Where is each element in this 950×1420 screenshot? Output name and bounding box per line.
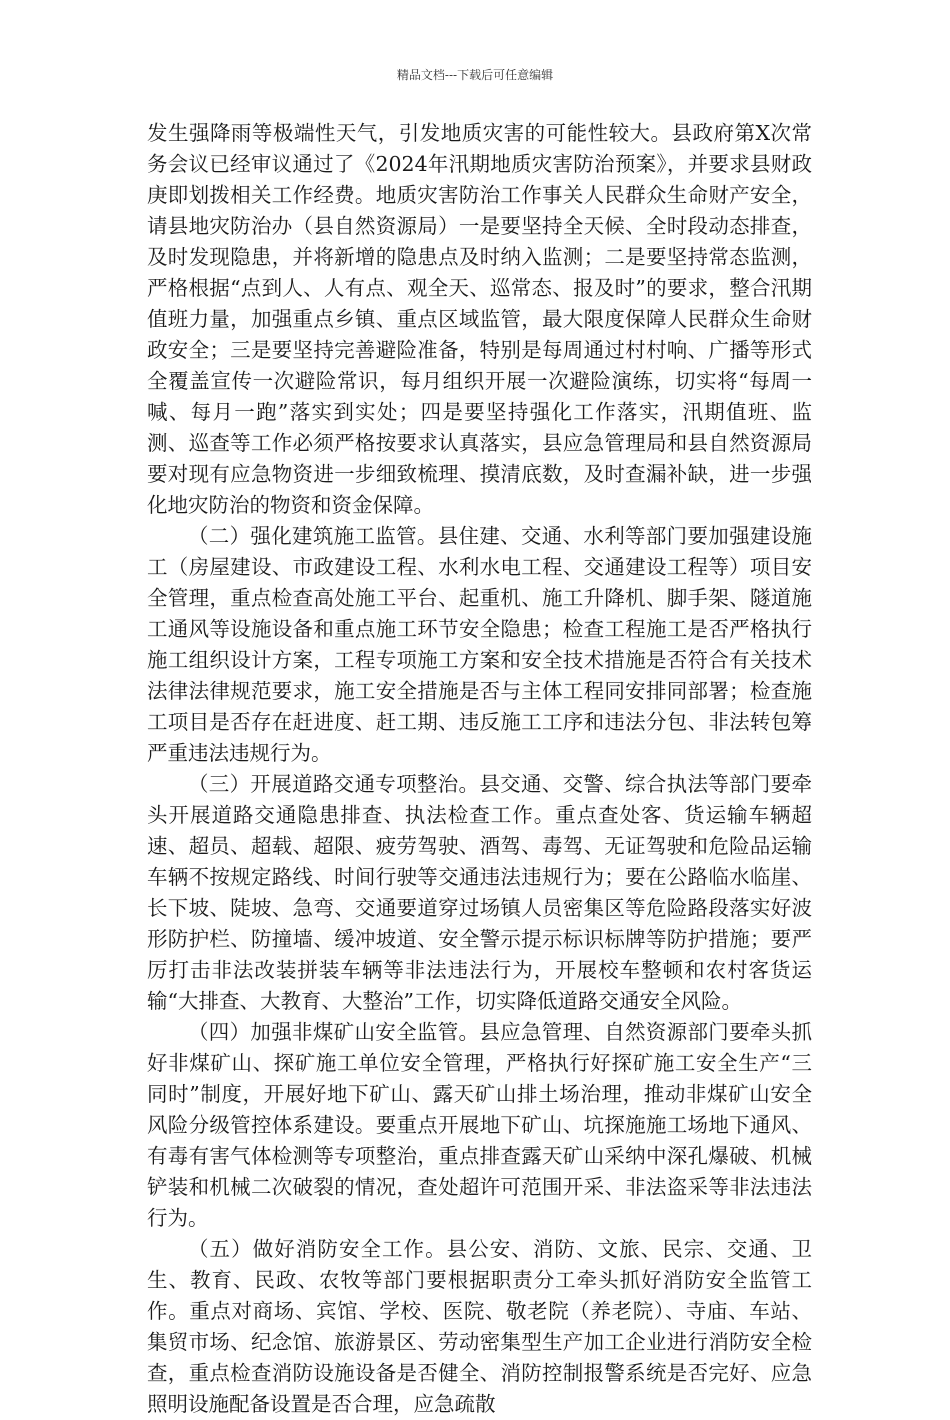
page-header: 精品文档---下载后可任意编辑 [396, 68, 554, 82]
document-body [147, 118, 812, 1420]
paragraph-5: （五）做好消防安全工作。县公安、消防、文旅、民宗、交通、卫生、教育、民政、农牧等部门要根据职责分工牵头抓好消防安全监管工作。重点对商场、宾馆、学校、医院、敬老院（养老院）、寺庙、车站、集贸市场、纪念馆、旅游景区、劳动密集型生产加工企业进行消防安全检查，重点检查消防设施设备是否健全、消防控制报警系统是否完好、应急照明设施配备设置是否合理，应急疏散 [147, 1237, 812, 1416]
paragraph-4: （四）加强非煤矿山安全监管。县应急管理、自然资源部门要牵头抓好非煤矿山、探矿施工单位安全管理，严格执行好探矿施工安全生产“三同时”制度，开展好地下矿山、露天矿山排土场治理，推动非煤矿山安全风险分级管控体系建设。要重点开展地下矿山、坑探施施工场地下通风、有毒有害气体检测等专项整治，重点排查露天矿山采纳中深孔爆破、机械铲装和机械二次破裂的情况，查处超许可范围开采、非法盗采等非法违法行为。 [147, 1020, 812, 1230]
paragraph-1: 发生强降雨等极端性天气，引发地质灾害的可能性较大。县政府第X次常务会议已经审议通过了《2024年汛期地质灾害防治预案》，并要求县财政庚即划拨相关工作经费。地质灾害防治工作事关人民群众生命财产安全，请县地灾防治办（县自然资源局）一是要坚持全天候、全时段动态排查，及时发现隐患，并将新增的隐患点及时纳入监测；二是要坚持常态监测，严格根据“点到人、人有点、观全天、巡常态、报及时”的要求，整合汛期值班力量，加强重点乡镇、重点区域监管，最大限度保障人民群众生命财政安全；三是要坚持完善避险准备，特别是每周通过村村响、广播等形式全覆盖宣传一次避险常识，每月组织开展一次避险演练，切实将“每周一喊、每月一跑”落实到实处；四是要坚持强化工作落实，汛期值班、监测、巡查等工作必须严格按要求认真落实，县应急管理局和县自然资源局要对现有应急物资进一步细致梳理、摸清底数，及时查漏补缺，进一步强化地灾防治的物资和资金保障。 [147, 121, 812, 517]
paragraph-3: （三）开展道路交通专项整治。县交通、交警、综合执法等部门要牵头开展道路交通隐患排查、执法检查工作。重点查处客、货运输车辆超速、超员、超载、超限、疲劳驾驶、酒驾、毒驾、无证驾驶和危险品运输车辆不按规定路线、时间行驶等交通违法违规行为；要在公路临水临崖、长下坡、陡坡、急弯、交通要道穿过场镇人员密集区等危险路段落实好波形防护栏、防撞墙、缓冲坡道、安全警示提示标识标牌等防护措施；要严厉打击非法改装拼装车辆等非法违法行为，开展校车整顿和农村客货运输“大排查、大教育、大整治”工作，切实降低道路交通安全风险。 [147, 772, 812, 1013]
paragraph-2: （二）强化建筑施工监管。县住建、交通、水利等部门要加强建设施工（房屋建设、市政建设工程、水利水电工程、交通建设工程等）项目安全管理，重点检查高处施工平台、起重机、施工升降机、脚手架、隧道施工通风等设施设备和重点施工环节安全隐患；检查工程施工是否严格执行施工组织设计方案，工程专项施工方案和安全技术措施是否符合有关技术法律法律规范要求，施工安全措施是否与主体工程同安排同部署；检查施工项目是否存在赶进度、赶工期、违反施工工序和违法分包、非法转包筹严重违法违规行为。 [147, 524, 812, 765]
